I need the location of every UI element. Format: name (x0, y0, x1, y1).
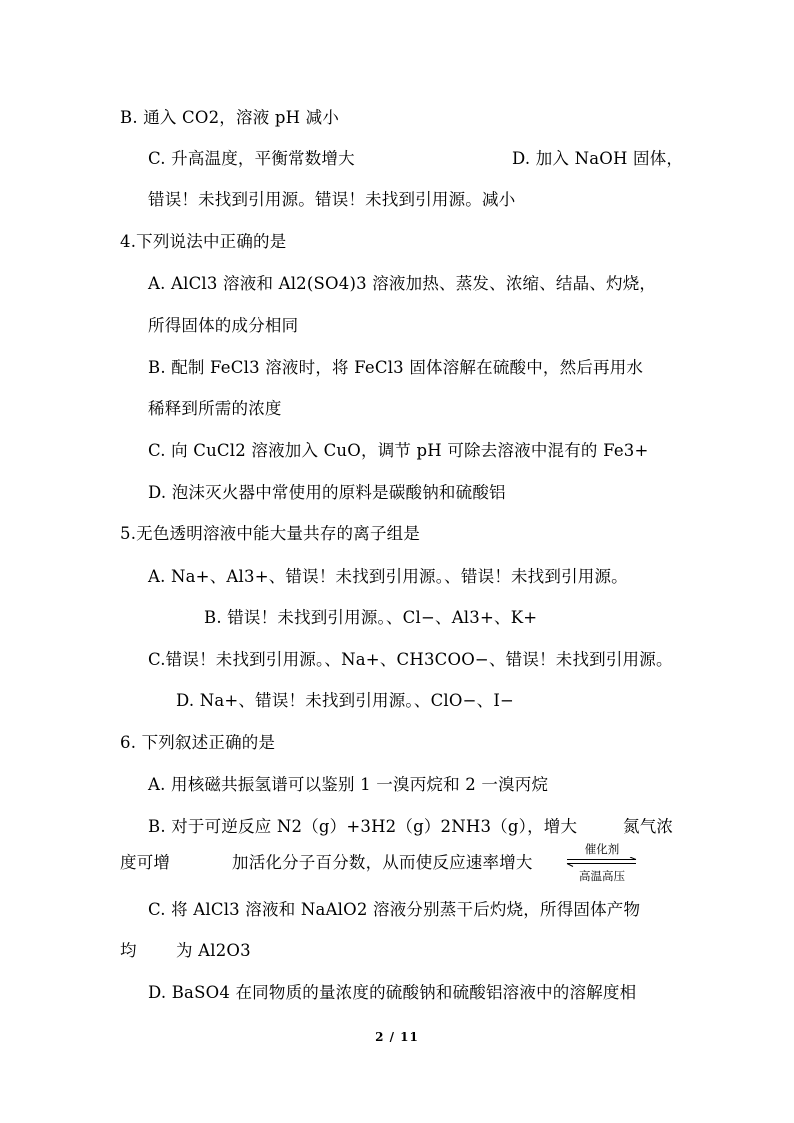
question-4-title: 4.下列说法中正确的是 (120, 232, 287, 251)
line-3d-cont: 错误！未找到引用源。错误！未找到引用源。减小 (148, 190, 516, 209)
question-6-title: 6. 下列叙述正确的是 (120, 733, 276, 752)
line-3d: D. 加入 NaOH 固体， (512, 149, 684, 168)
reaction-conditions (566, 842, 638, 888)
line-6c: C. 将 AlCl3 溶液和 NaAlO2 溶液分别蒸干后灼烧，所得固体产物 (148, 900, 641, 919)
line-4c: C. 向 CuCl2 溶液加入 CuO，调节 pH 可除去溶液中混有的 Fe3+ (148, 441, 649, 460)
line-6b-cont-start: 度可增 (120, 853, 171, 872)
line-3b: B. 通入 CO2，溶液 pH 减小 (120, 108, 340, 127)
line-4b-cont: 稀释到所需的浓度 (148, 399, 282, 418)
line-6b-cont: 加活化分子百分数，从而使反应速率增大 (232, 853, 533, 872)
line-5a: A. Na+、Al3+、错误！未找到引用源。、错误！未找到引用源。 (148, 567, 628, 586)
line-5c: C.错误！未找到引用源。、Na+、CH3COO−、错误！未找到引用源。 (148, 650, 673, 669)
line-6d: D. BaSO4 在同物质的量浓度的硫酸钠和硫酸铝溶液中的溶解度相 (148, 983, 637, 1002)
line-5b: B. 错误！未找到引用源。、Cl−、Al3+、K+ (204, 608, 538, 627)
line-4a-cont: 所得固体的成分相同 (148, 316, 299, 335)
conditions-label: 高温高压 (579, 869, 625, 883)
line-6b-tail: 氮气浓 (623, 817, 674, 836)
line-3c: C. 升高温度，平衡常数增大 (148, 149, 355, 168)
equilibrium-arrow-icon (566, 857, 638, 867)
question-5-title: 5.无色透明溶液中能大量共存的离子组是 (120, 524, 421, 543)
line-4a: A. AlCl3 溶液和 Al2(SO4)3 溶液加热、蒸发、浓缩、结晶、灼烧， (148, 274, 657, 293)
line-6a: A. 用核磁共振氢谱可以鉴别 1 一溴丙烷和 2 一溴丙烷 (148, 775, 549, 794)
line-4b: B. 配制 FeCl3 溶液时，将 FeCl3 固体溶解在硫酸中，然后再用水 (148, 358, 644, 377)
line-6b: B. 对于可逆反应 N2（g）+3H2（g）2NH3（g），增大 (148, 817, 578, 836)
page-number: 2 / 11 (375, 1030, 419, 1044)
line-5d: D. Na+、错误！未找到引用源。、ClO−、I− (176, 691, 515, 710)
line-6c-cont-start: 均 (120, 941, 137, 960)
catalyst-label: 催化剂 (584, 842, 620, 856)
line-6c-cont: 为 Al2O3 (176, 941, 251, 960)
line-4d: D. 泡沫灭火器中常使用的原料是碳酸钠和硫酸铝 (148, 483, 506, 502)
